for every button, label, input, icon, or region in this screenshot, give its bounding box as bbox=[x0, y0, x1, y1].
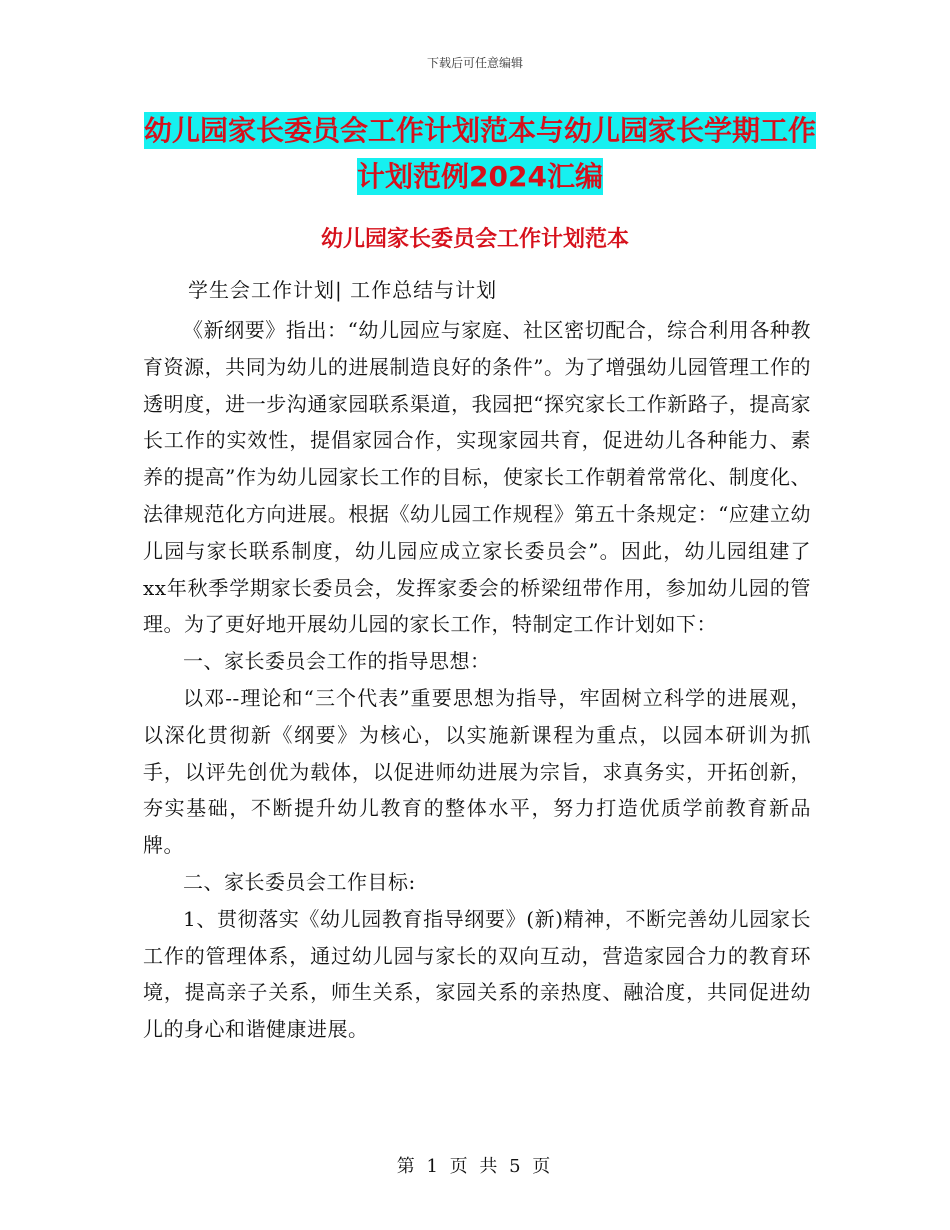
paragraph-intro: 《新纲要》指出：“幼儿园应与家庭、社区密切配合，综合利用各种教育资源，共同为幼儿的进展制造良好的条件”。为了增强幼儿园管理工作的透明度，进一步沟通家园联系渠道，我园把“探究家长工作新路子，提高家长工作的实效性，提倡家园合作，实现家园共育，促进幼儿各种能力、素养的提高”作为幼儿园家长工作的目标，使家长工作朝着常常化、制度化、法律规范化方向进展。根据《幼儿园工作规程》第五十条规定：“应建立幼儿园与家长联系制度，幼儿园应成立家长委员会”。因此，幼儿园组建了xx年秋季学期家长委员会，发挥家委会的桥梁纽带作用，参加幼儿园的管理。为了更好地开展幼儿园的家长工作，特制定工作计划如下： bbox=[143, 318, 811, 637]
header-note: 下载后可任意编辑 bbox=[426, 56, 523, 70]
section-title: 幼儿园家长委员会工作计划范本 bbox=[320, 227, 629, 252]
paragraph-guiding-principles: 以邓--理论和“三个代表”重要思想为指导，牢固树立科学的进展观，以深化贯彻新《纲要》为核心，以实施新课程为重点，以园本研训为抓手，以评先创优为载体，以促进师幼进展为宗旨，求真务实，开拓创新，夯实基础，不断提升幼儿教育的整体水平，努力打造优质学前教育新品牌。 bbox=[143, 685, 811, 858]
heading-work-goals: 二、家长委员会工作目标: bbox=[183, 869, 416, 894]
heading-guiding-principles: 一、家长委员会工作的指导思想： bbox=[183, 649, 491, 674]
document-body bbox=[143, 312, 811, 1048]
document-title-text: 幼儿园家长委员会工作计划范本与幼儿园家长学期工作计划范例2024汇编 bbox=[143, 114, 816, 193]
document-title bbox=[140, 108, 820, 200]
page-indicator: 第 1 页 共 5 页 bbox=[396, 1156, 554, 1177]
subtitle-line: 学生会工作计划| 工作总结与计划 bbox=[188, 278, 498, 302]
paragraph-goal-1: 1、贯彻落实《幼儿园教育指导纲要》(新)精神，不断完善幼儿园家长工作的管理体系，通过幼儿园与家长的双向互动，营造家园合力的教育环境，提高亲子关系，师生关系，家园关系的亲热度、融洽度，共同促进幼儿的身心和谐健康进展。 bbox=[143, 906, 811, 1042]
